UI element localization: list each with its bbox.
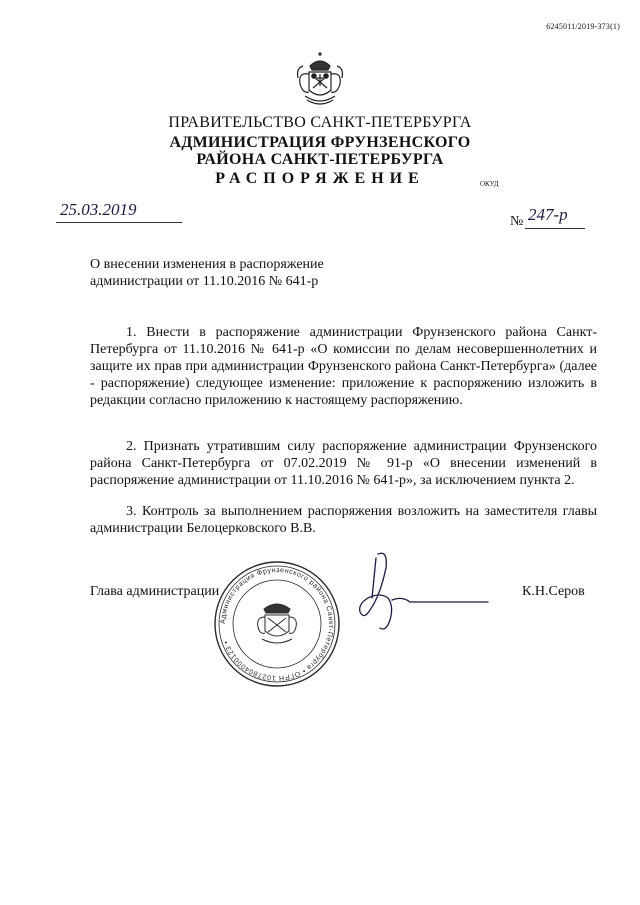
document-number: 247-р [528, 205, 568, 224]
signatory-title: Глава администрации [90, 584, 220, 599]
coat-of-arms-icon [295, 52, 345, 108]
paragraph-3 [90, 503, 597, 537]
signatory-name: К.Н.Серов [522, 584, 585, 599]
government-title: ПРАВИТЕЛЬСТВО САНКТ-ПЕТЕРБУРГА [168, 114, 472, 131]
okud-label: ОКУД [480, 180, 499, 188]
paragraph-1-text: 1. Внести в распоряжение администрации Фрунзенского района Санкт-Петербурга от 11.10.2016 № 641-р «О комиссии по делам несовершеннолетних и защите их прав при администрации Фрунзенского района Санкт-Петербурга» (далее - распоряжение) следующее изменение: приложение к распоряжению изложить в редакции согласно приложению к настоящему распоряжению. [90, 325, 597, 408]
paragraph-1 [90, 324, 597, 409]
document-date: 25.03.2019 [60, 200, 137, 219]
svg-text:Администрация Фрунзенского рай [220, 567, 334, 681]
date-underline [56, 222, 182, 223]
subject-line1: О внесении изменения в распоряжение [90, 257, 324, 272]
seal-text: Администрация Фрунзенского района Санкт-Петербурга • ОГРН 1027804000123 • [219, 566, 335, 682]
subject-line2: администрации от 11.10.2016 № 641-р [90, 274, 319, 289]
subject-block [90, 256, 350, 290]
handwritten-signature-icon [330, 548, 490, 638]
administration-title-line1: АДМИНИСТРАЦИЯ ФРУНЗЕНСКОГО [169, 134, 471, 151]
official-seal-icon [212, 559, 342, 689]
number-label: № [510, 214, 524, 229]
paragraph-2-text: 2. Признать утратившим силу распоряжение администрации Фрунзенского района Санкт-Петербурга от 07.02.2019 № 91-р «О внесении изменений в распоряжение администрации от 11.10.2016 № 641-р», за исключением пункта 2. [90, 439, 597, 488]
document-type-title: РАСПОРЯЖЕНИЕ [215, 170, 425, 187]
number-underline [525, 228, 585, 229]
document-barcode-number: 6245011/2019-373(1) [546, 22, 620, 31]
paragraph-3-text: 3. Контроль за выполнением распоряжения возложить на заместителя главы администрации Белоцерковского В.В. [90, 504, 597, 536]
administration-title-line2: РАЙОНА САНКТ-ПЕТЕРБУРГА [196, 151, 444, 168]
paragraph-2 [90, 438, 597, 489]
